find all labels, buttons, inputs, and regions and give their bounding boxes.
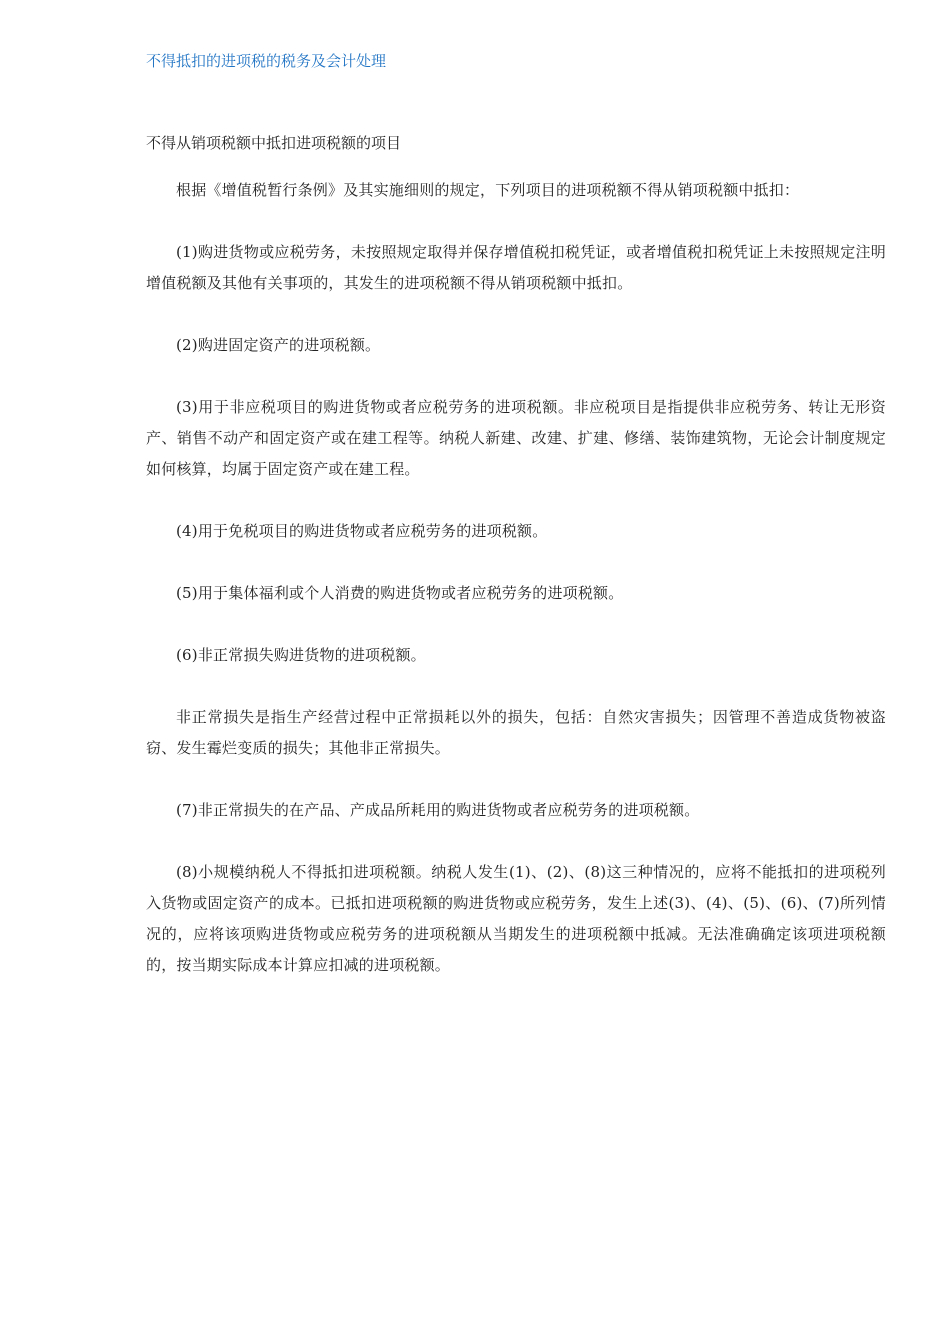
document-body <box>146 175 886 1012</box>
paragraph-intro: 根据《增值税暂行条例》及其实施细则的规定，下列项目的进项税额不得从销项税额中抵扣： <box>176 181 800 199</box>
paragraph-item-8: (8)小规模纳税人不得抵扣进项税额。纳税人发生(1)、(2)、(8)这三种情况的，应将不能抵扣的进项税列入货物或固定资产的成本。已抵扣进项税额的购进货物或应税劳务，发生上述(3)、(4)、(5)、(6)、(7)所列情况的，应将该项购进货物或应税劳务的进项税额从当期发生的进项税额中抵减。无法准确确定该项进项税额的，按当期实际成本计算应扣减的进项税额。 <box>146 863 886 974</box>
paragraph-item-7: (7)非正常损失的在产品、产成品所耗用的购进货物或者应税劳务的进项税额。 <box>176 801 700 819</box>
paragraph-item-3: (3)用于非应税项目的购进货物或者应税劳务的进项税额。非应税项目是指提供非应税劳务、转让无形资产、销售不动产和固定资产或在建工程等。纳税人新建、改建、扩建、修缮、装饰建筑物，无论会计制度规定如何核算，均属于固定资产或在建工程。 <box>146 398 886 478</box>
paragraph-item-4: (4)用于免税项目的购进货物或者应税劳务的进项税额。 <box>176 522 548 540</box>
paragraph-item-2: (2)购进固定资产的进项税额。 <box>176 336 381 354</box>
paragraph-abnormal-loss-definition: 非正常损失是指生产经营过程中正常损耗以外的损失，包括：自然灾害损失；因管理不善造成货物被盗窃、发生霉烂变质的损失；其他非正常损失。 <box>146 708 886 757</box>
document-title: 不得抵扣的进项税的税务及会计处理 <box>146 52 387 70</box>
section-heading: 不得从销项税额中抵扣进项税额的项目 <box>146 134 402 152</box>
paragraph-item-1: (1)购进货物或应税劳务，未按照规定取得并保存增值税扣税凭证，或者增值税扣税凭证上未按照规定注明增值税额及其他有关事项的，其发生的进项税额不得从销项税额中抵扣。 <box>146 243 886 292</box>
paragraph-item-5: (5)用于集体福利或个人消费的购进货物或者应税劳务的进项税额。 <box>176 584 624 602</box>
paragraph-item-6: (6)非正常损失购进货物的进项税额。 <box>176 646 426 664</box>
